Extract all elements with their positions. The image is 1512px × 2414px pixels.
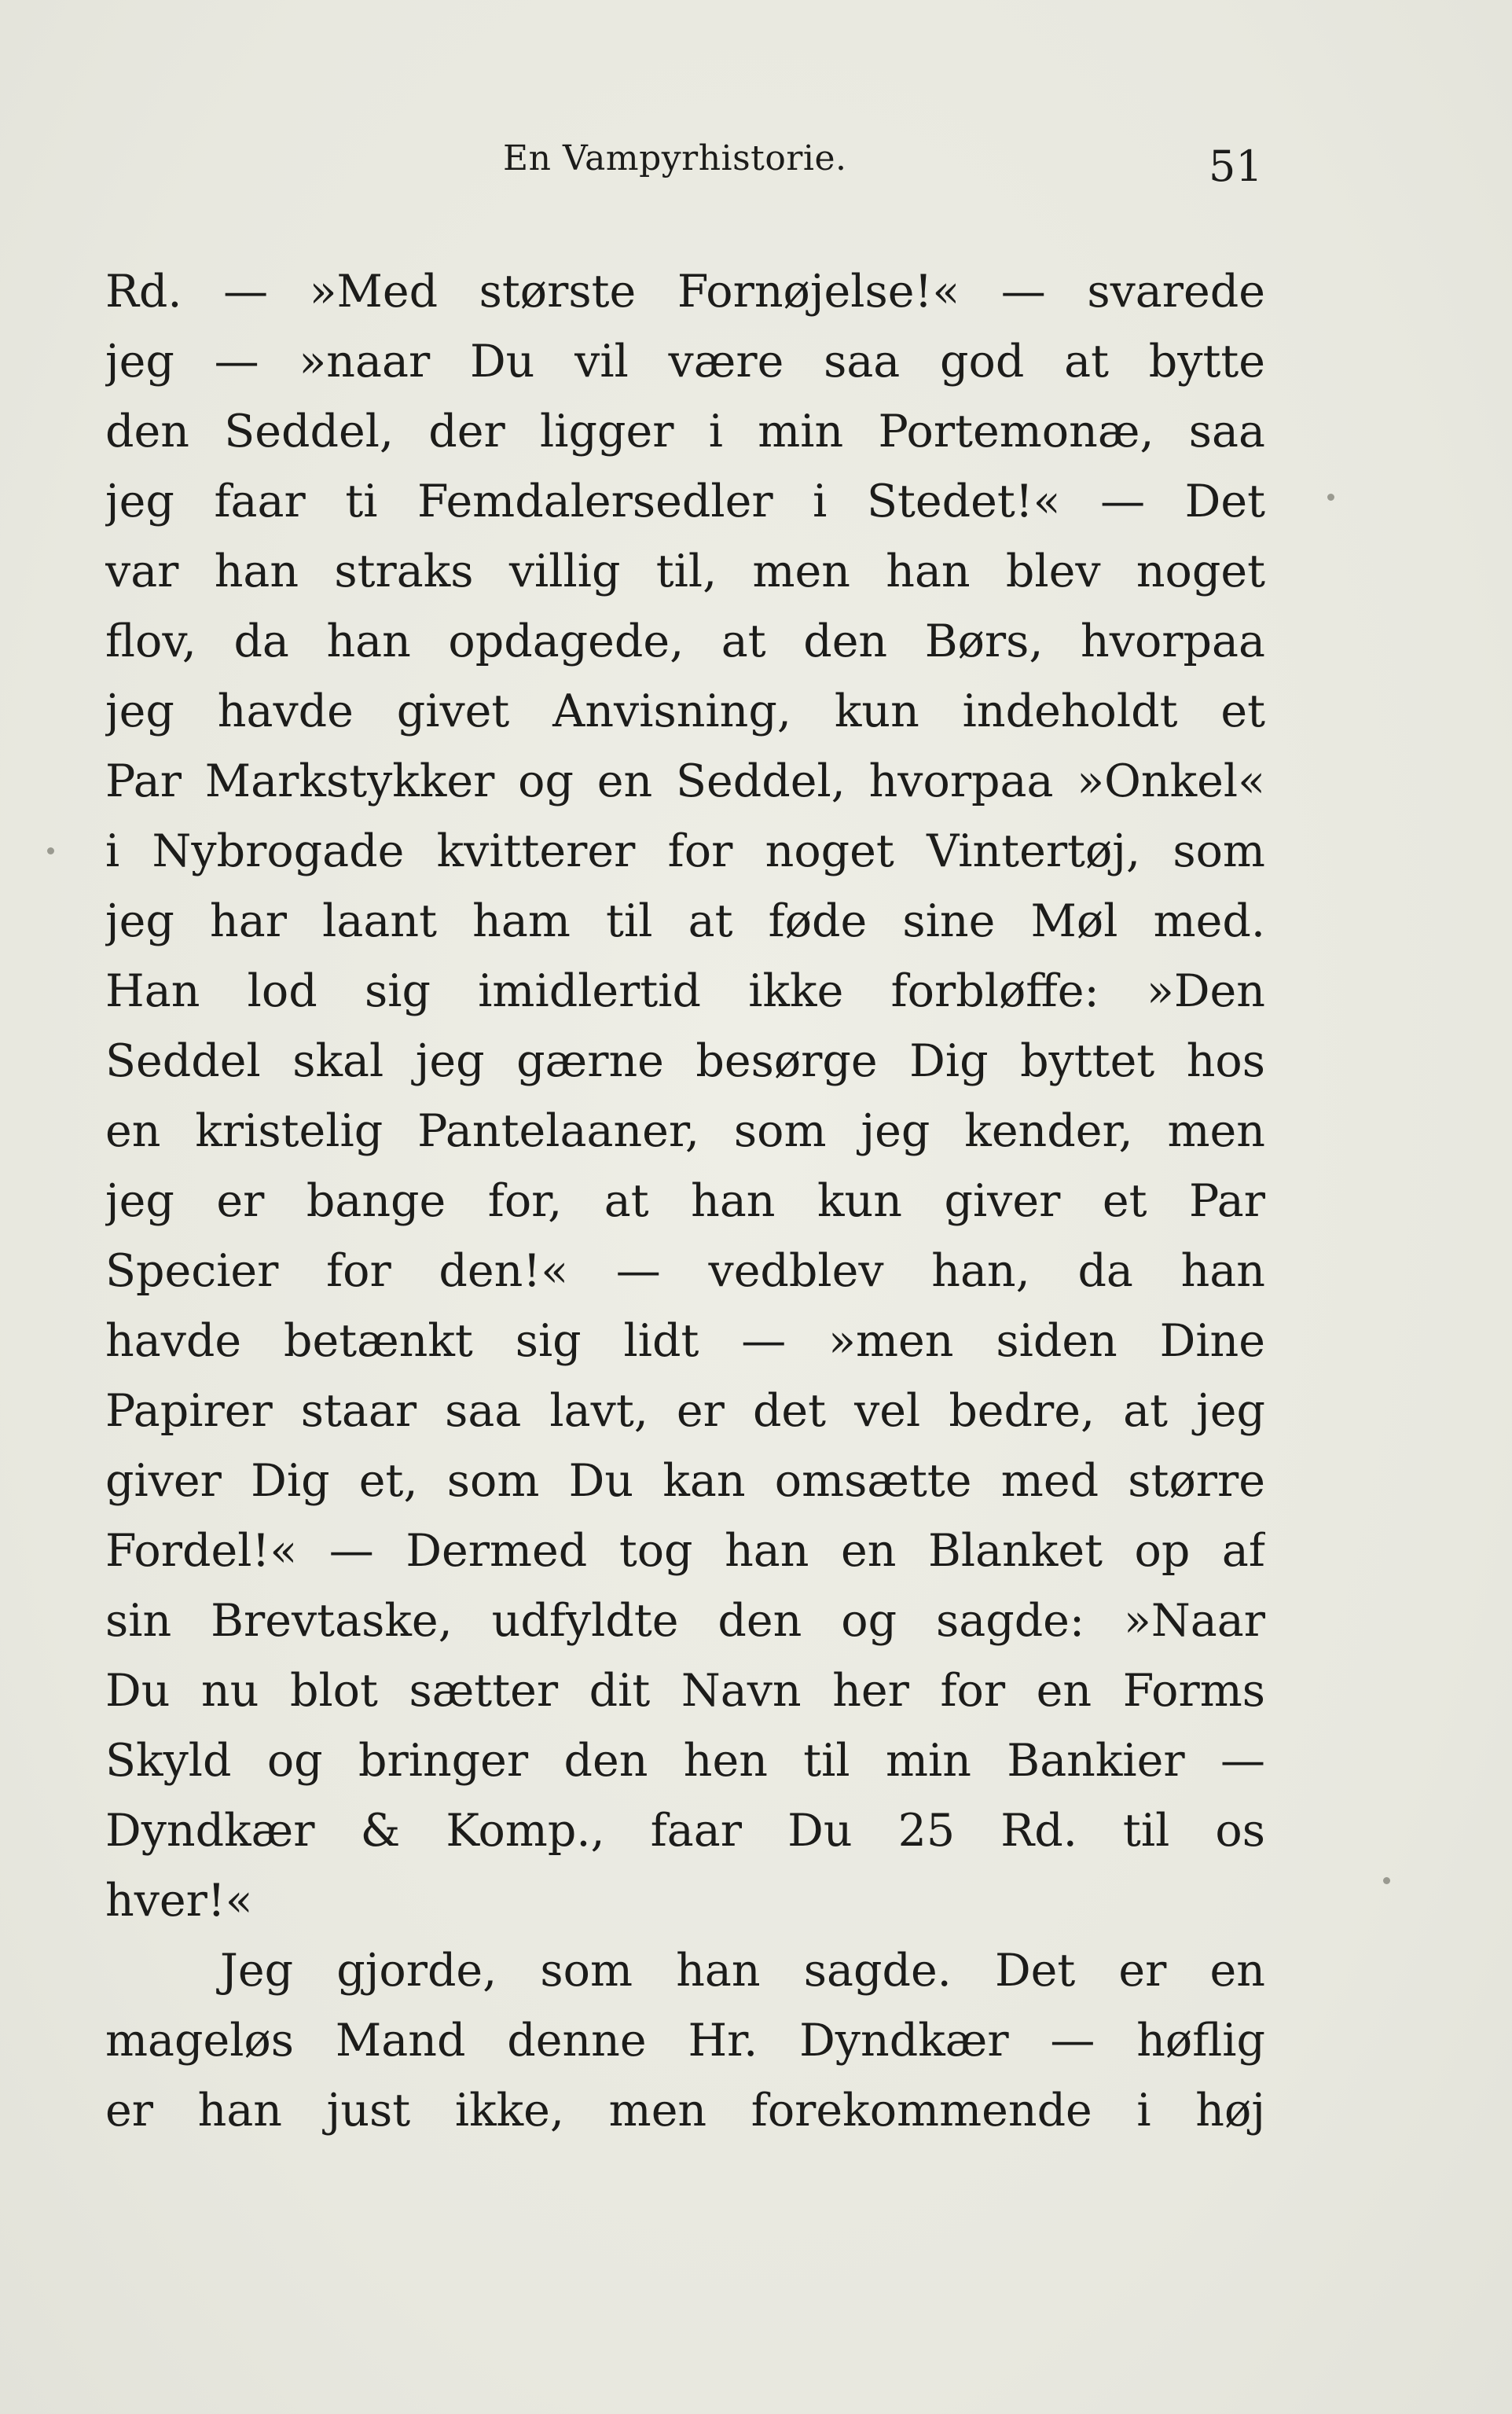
text-line: Seddel skal jeg gærne besørge Dig byttet hos xyxy=(105,1035,1265,1087)
text-line: en kristelig Pantelaaner, som jeg kender, men xyxy=(105,1105,1265,1157)
text-line: Han lod sig imidlertid ikke forbløffe: »Den xyxy=(105,965,1265,1017)
text-line: jeg faar ti Femdalersedler i Stedet!« — Det xyxy=(105,476,1265,527)
page-number: 51 xyxy=(1209,141,1263,191)
text-line: giver Dig et, som Du kan omsætte med større xyxy=(105,1455,1265,1507)
text-line: jeg havde givet Anvisning, kun indeholdt et xyxy=(105,685,1265,737)
paper-speck xyxy=(1383,1877,1390,1884)
text-line: sin Brevtaske, udfyldte den og sagde: »Naar xyxy=(105,1595,1265,1647)
text-line: Skyld og bringer den hen til min Bankier — xyxy=(105,1735,1265,1787)
running-title: En Vampyrhistorie. xyxy=(503,138,847,178)
paper-speck xyxy=(47,847,54,854)
text-line: Papirer staar saa lavt, er det vel bedre, at jeg xyxy=(105,1385,1265,1437)
text-line: er han just ikke, men forekommende i høj xyxy=(105,2085,1265,2137)
text-line: i Nybrogade kvitterer for noget Vintertøj, som xyxy=(105,825,1265,877)
text-line: Du nu blot sætter dit Navn her for en Forms xyxy=(105,1665,1265,1717)
text-line: havde betænkt sig lidt — »men siden Dine xyxy=(105,1315,1265,1367)
text-line: Rd. — »Med største Fornøjelse!« — svarede xyxy=(105,266,1265,318)
text-line: mageløs Mand denne Hr. Dyndkær — høflig xyxy=(105,2015,1265,2067)
text-line: Specier for den!« — vedblev han, da han xyxy=(105,1245,1265,1297)
text-line: hver!« xyxy=(105,1875,253,1927)
body-text xyxy=(105,257,1265,2146)
text-line: flov, da han opdagede, at den Børs, hvorpaa xyxy=(105,615,1265,667)
text-line: var han straks villig til, men han blev noget xyxy=(105,546,1265,597)
text-line: den Seddel, der ligger i min Portemonæ, saa xyxy=(105,406,1265,457)
paragraph-first-line: Jeg gjorde, som han sagde. Det er en xyxy=(220,1945,1265,1997)
text-line: Par Markstykker og en Seddel, hvorpaa »Onkel« xyxy=(105,755,1265,807)
text-line: Dyndkær & Komp., faar Du 25 Rd. til os xyxy=(105,1805,1265,1857)
text-line: jeg er bange for, at han kun giver et Par xyxy=(105,1175,1265,1227)
text-line: jeg — »naar Du vil være saa god at bytte xyxy=(105,336,1265,388)
text-line: jeg har laant ham til at føde sine Møl med. xyxy=(105,895,1265,947)
text-line: Fordel!« — Dermed tog han en Blanket op af xyxy=(105,1525,1265,1577)
paper-speck xyxy=(1327,494,1334,501)
